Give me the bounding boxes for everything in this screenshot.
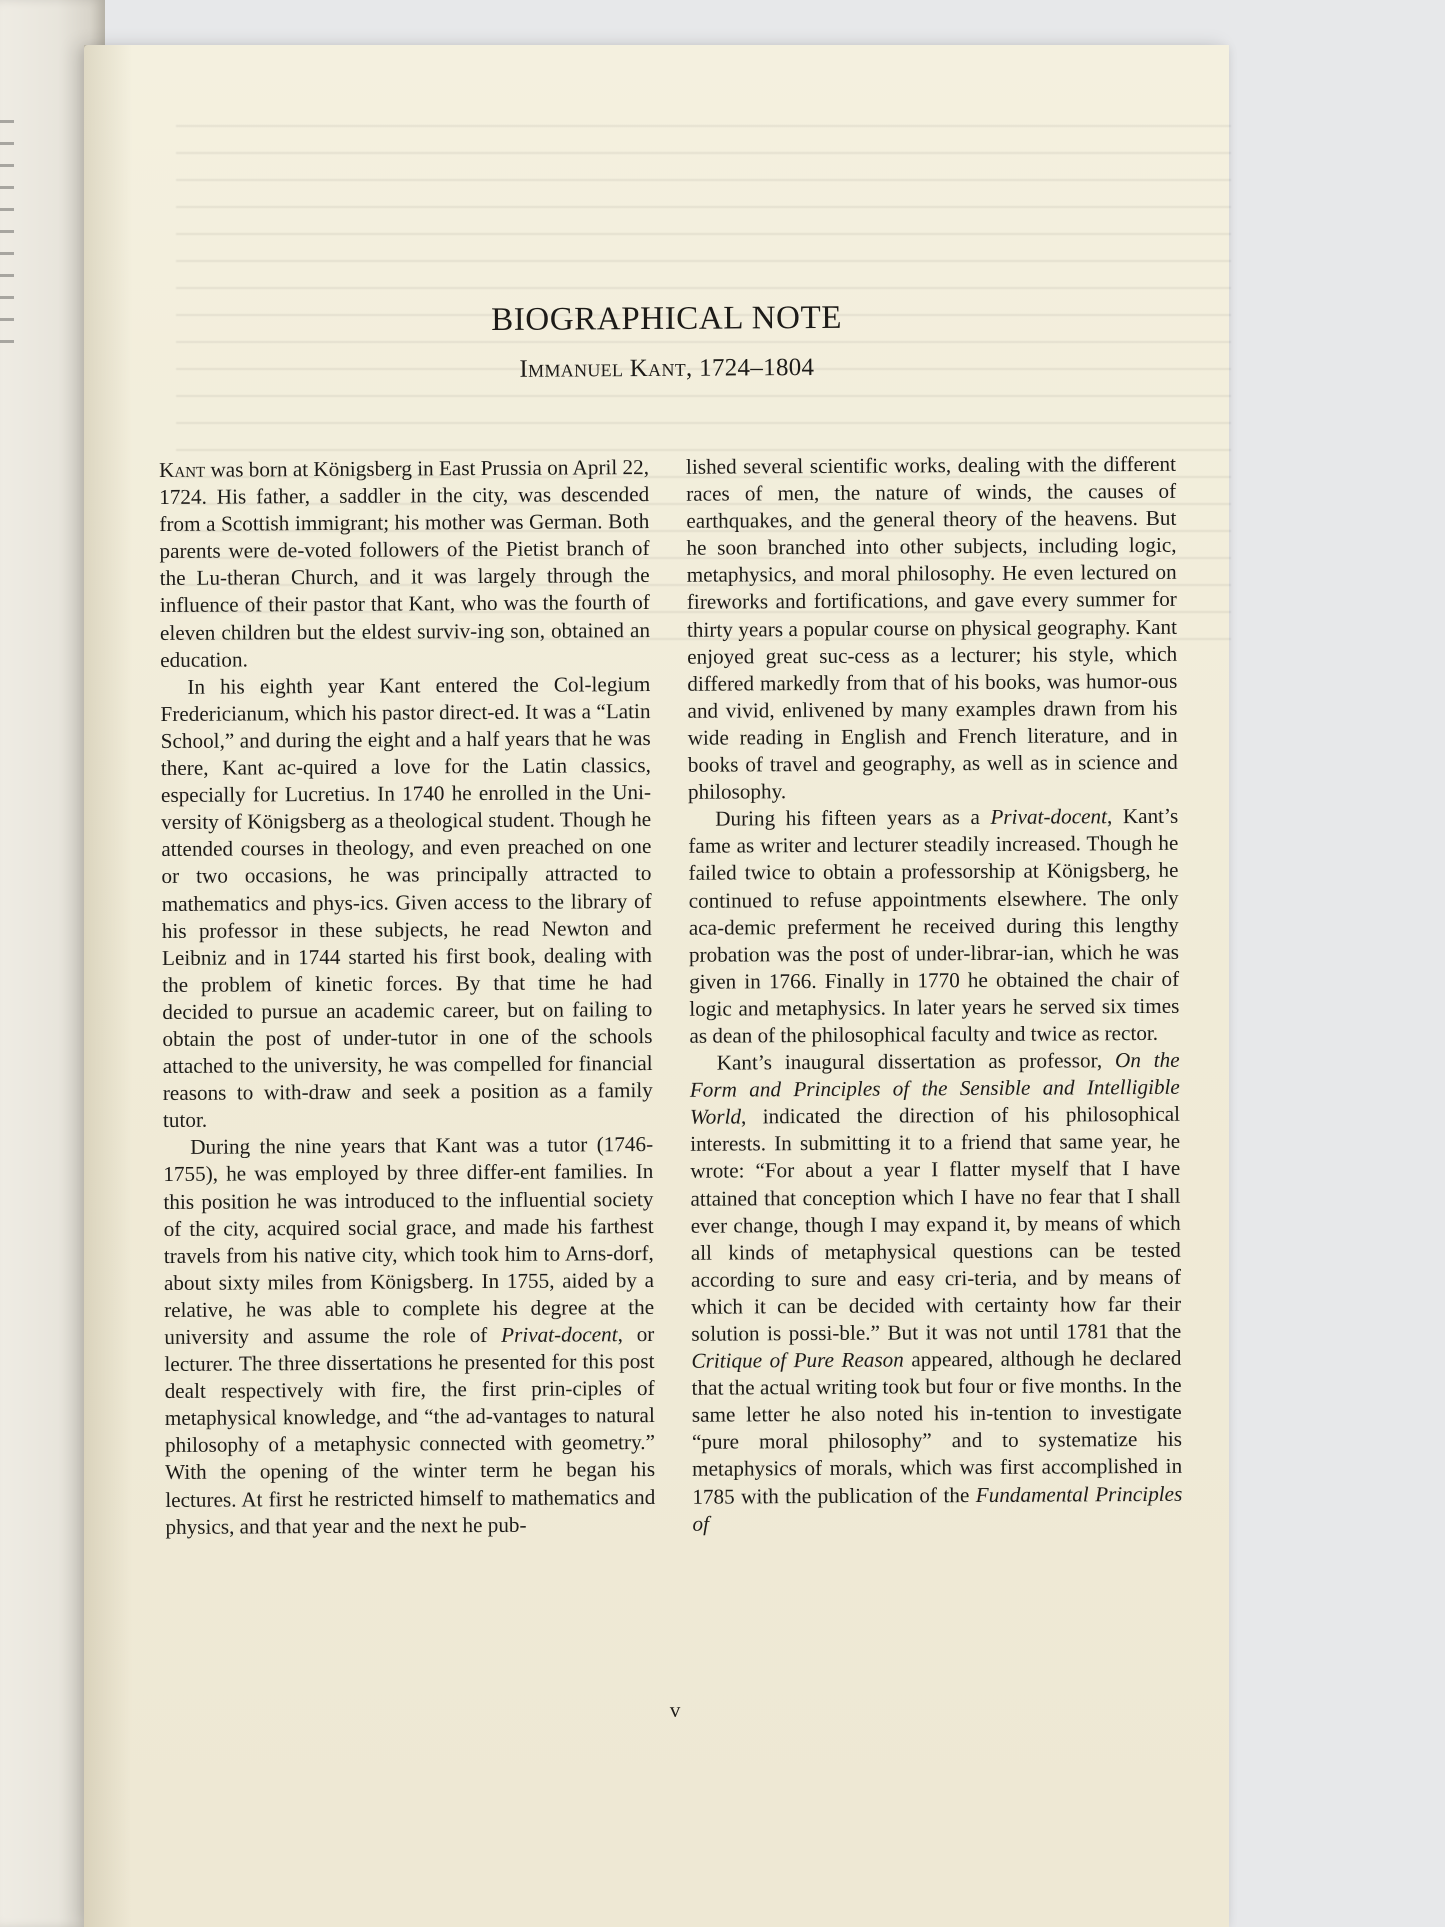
left-paragraph-2: In his eighth year Kant entered the Col-legium Fredericianum, which his pastor direct-ed. It was a “Latin School,” and during the eight and a half years that he was there, Kant ac-quired a love for the Latin classics, especially for Lucretius. In 1740 he enrolled in the Uni-versity of Königsberg as a theological student. Though he attended courses in theology, and even preached on one or two occasions, he was principally attracted to mathematics and phys-ics. Given access to the library of his professor in these subjects, he read Newton and Leibniz and in 1744 started his first book, dealing with the problem of kinetic forces. By that time he had decided to pursue an academic career, but on failing to obtain the post of under-tutor in one of the schools attached to the university, he was compelled for financial reasons to with-draw and seek a position as a family tutor. xyxy=(160,671,653,1133)
privat-docent-term: Privat-docent xyxy=(501,1322,618,1347)
left-paragraph-3 xyxy=(163,1131,655,1540)
right-paragraph-2-text-after: , Kant’s fame as writer and lecturer steadily increased. Though he failed twice to obtain a professorship at Königsberg, he continued to refuse appointments elsewhere. The only aca-demic preferment he received during this lengthy probation was the post of under-librar-ian, which he was given in 1766. Finally in 1770 he obtained the chair of logic and metaphysics. In later years he served six times as dean of the philosophical faculty and twice as rector. xyxy=(688,803,1180,1048)
left-paragraph-1 xyxy=(159,454,650,674)
critique-title: Critique of Pure Reason xyxy=(691,1347,904,1373)
dissertation-title: On the Form and Principles of the Sensible and Intelligible World xyxy=(689,1047,1180,1130)
left-page-text-shadow xyxy=(0,120,14,360)
right-paragraph-3-text-after: appeared, although he declared that the actual writing took but four or five months. In the same letter he also noted his in-tention to investigate “pure moral philosophy” and to systematize his metaphysics of morals, which was first accomplished in 1785 with the publication of the xyxy=(691,1345,1183,1509)
fundamental-principles-title: Fundamental Principles of xyxy=(692,1481,1183,1536)
right-paragraph-3-text-middle: , indicated the direction of his philosophical interests. In submitting it to a friend that same year, he wrote: “For about a year I flatter myself that I have attained that conception which I have no fear that I shall ever change, though I may expand it, by means of which all kinds of metaphysical questions can be tested according to sure and easy cri-teria, and by means of which it can be decided with certainty how far their solution is possi-ble.” But it was not until 1781 that the xyxy=(690,1102,1182,1346)
right-paragraph-2-text-before: During his fifteen years as a xyxy=(715,805,991,831)
page-title: BIOGRAPHICAL NOTE xyxy=(491,299,843,338)
left-paragraph-3-text-after: , or lecturer. The three dissertations he presented for this post dealt respectively with fire, the first prin-ciples of metaphysical knowledge, and “the ad-vantages to natural philosophy of a metaphysic connected with geometry.” With the opening of the winter term he began his lectures. At first he restricted himself to mathematics and physics, and that year and the next he pub- xyxy=(164,1321,656,1539)
right-paragraph-3 xyxy=(690,1047,1183,1538)
page-number: v xyxy=(669,1697,681,1722)
privat-docent-term: Privat-docent xyxy=(990,804,1108,830)
subtitle: Immanuel Kant, 1724–1804 xyxy=(519,353,815,383)
right-paragraph-3-text-before: Kant’s inaugural dissertation as professor, xyxy=(716,1048,1116,1075)
left-paragraph-3-text-before: During the nine years that Kant was a tutor (1746-1755), he was employed by three differ-ent families. In this position he was introduced to the influential society of the city, acquired social grace, and made his farthest travels from his native city, which took him to Arns-dorf, about sixty miles from Königsberg. In 1755, aided by a relative, he was able to complete his degree at the university and assume the role of xyxy=(163,1132,655,1349)
right-paragraph-1: lished several scientific works, dealing with the different races of men, the nature of winds, the causes of earthquakes, and the general theory of the heavens. But he soon branched into other subjects, including logic, metaphysics, and moral philosophy. He even lectured on fireworks and fortifications, and gave every summer for thirty years a popular course on physical geography. Kant enjoyed great suc-cess as a lecturer; his style, which differed markedly from that of his books, was humor-ous and vivid, enlivened by many examples drawn from his wide reading in English and French literature, and in books of travel and geography, as well as in science and philosophy. xyxy=(685,451,1178,804)
right-column xyxy=(686,451,1183,1538)
right-paragraph-2 xyxy=(688,803,1179,1050)
left-paragraph-1-text: was born at Königsberg in East Prussia on April 22, 1724. His father, a saddler in the city, was descended from a Scottish immigrant; his mother was German. Both parents were de-voted followers of the Pietist branch of the Lu-theran Church, and it was largely through the influence of their pastor that Kant, who was the fourth of eleven children but the eldest surviv-ing son, obtained an education. xyxy=(159,455,651,672)
left-column xyxy=(159,454,656,1541)
lead-word: Kant xyxy=(158,457,206,482)
